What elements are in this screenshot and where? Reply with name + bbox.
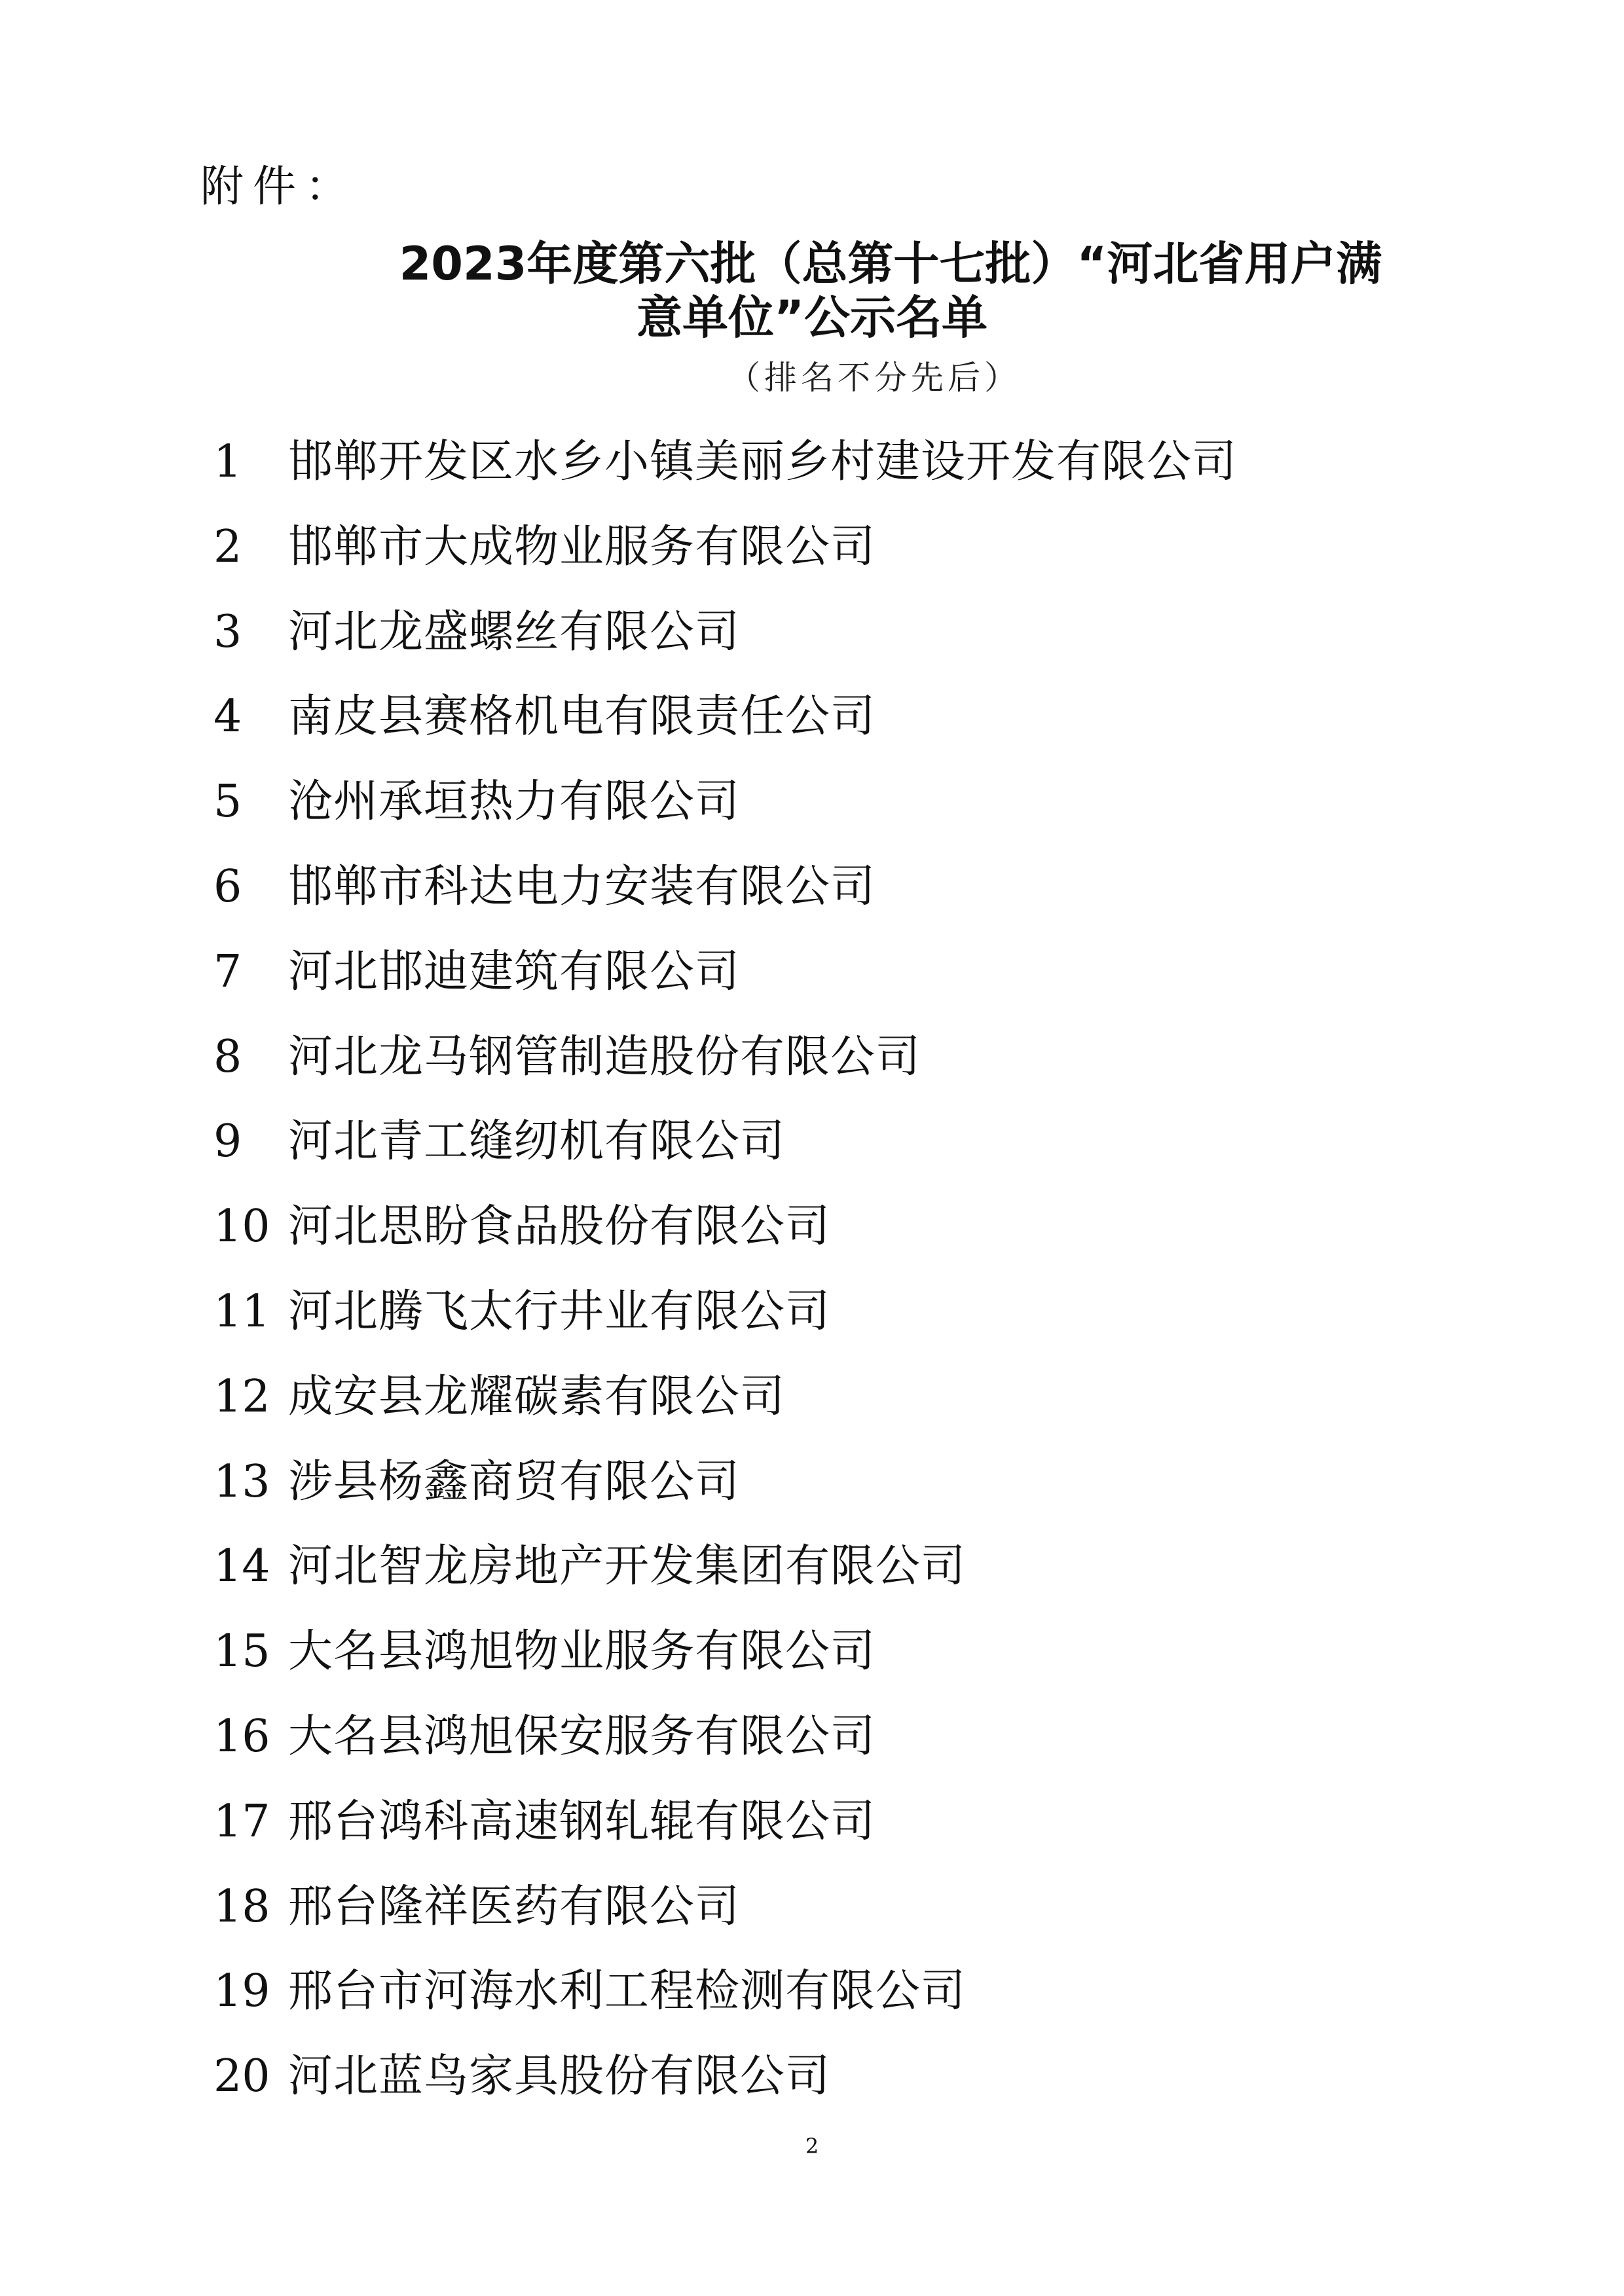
item-number: 4 xyxy=(213,691,242,743)
page-number: 2 xyxy=(805,2134,819,2159)
item-number: 18 xyxy=(213,1880,270,1933)
list-item xyxy=(0,606,1624,695)
item-number: 13 xyxy=(213,1455,270,1508)
company-name: 沧州承垣热力有限公司 xyxy=(288,776,741,828)
list-item xyxy=(0,1965,1624,2054)
company-name: 涉县杨鑫商贸有限公司 xyxy=(288,1455,741,1508)
company-name: 邯郸市科达电力安装有限公司 xyxy=(288,860,876,913)
item-number: 5 xyxy=(213,776,242,828)
list-item xyxy=(0,1880,1624,1970)
item-number: 17 xyxy=(213,1795,270,1848)
item-number: 16 xyxy=(213,1710,270,1762)
company-name: 大名县鸿旭保安服务有限公司 xyxy=(288,1710,876,1762)
company-name: 河北邯迪建筑有限公司 xyxy=(288,945,741,998)
document-title-line-2: 意单位”公示名单 xyxy=(636,291,987,344)
item-number: 12 xyxy=(213,1370,270,1423)
item-number: 7 xyxy=(213,945,242,998)
list-item xyxy=(0,1626,1624,1715)
list-item xyxy=(0,1116,1624,1205)
list-item xyxy=(0,776,1624,865)
item-number: 15 xyxy=(213,1626,270,1678)
list-item xyxy=(0,1201,1624,1290)
document-title-line-1: 2023年度第六批（总第十七批）“河北省用户满 xyxy=(399,237,1382,291)
list-item xyxy=(0,520,1624,610)
list-item xyxy=(0,945,1624,1035)
company-name: 邯郸市大成物业服务有限公司 xyxy=(288,520,876,573)
item-number: 20 xyxy=(213,2050,270,2103)
company-name: 河北龙盛螺丝有限公司 xyxy=(288,606,741,658)
company-name: 河北思盼食品股份有限公司 xyxy=(288,1201,831,1253)
item-number: 10 xyxy=(213,1201,270,1253)
item-number: 3 xyxy=(213,606,242,658)
item-number: 11 xyxy=(213,1285,270,1338)
list-item xyxy=(0,1030,1624,1120)
list-item xyxy=(0,1455,1624,1545)
item-number: 1 xyxy=(213,436,242,488)
company-name: 邢台市河海水利工程检测有限公司 xyxy=(288,1965,967,2018)
list-item xyxy=(0,1540,1624,1630)
list-item xyxy=(0,1710,1624,1800)
item-number: 8 xyxy=(213,1030,242,1083)
list-item xyxy=(0,860,1624,950)
list-item xyxy=(0,1795,1624,1885)
company-name: 邢台鸿科高速钢轧辊有限公司 xyxy=(288,1795,876,1848)
item-number: 2 xyxy=(213,520,242,573)
item-number: 9 xyxy=(213,1116,242,1168)
company-list xyxy=(0,436,1624,2140)
list-item xyxy=(0,691,1624,780)
company-name: 邢台隆祥医药有限公司 xyxy=(288,1880,741,1933)
company-name: 河北智龙房地产开发集团有限公司 xyxy=(288,1540,967,1593)
company-name: 河北蓝鸟家具股份有限公司 xyxy=(288,2050,831,2103)
company-name: 成安县龙耀碳素有限公司 xyxy=(288,1370,786,1423)
ranking-note: （排名不分先后） xyxy=(728,359,1021,397)
list-item xyxy=(0,2050,1624,2140)
company-name: 河北青工缝纫机有限公司 xyxy=(288,1116,786,1168)
item-number: 14 xyxy=(213,1540,270,1593)
company-name: 邯郸开发区水乡小镇美丽乡村建设开发有限公司 xyxy=(288,436,1238,488)
item-number: 6 xyxy=(213,860,242,913)
company-name: 大名县鸿旭物业服务有限公司 xyxy=(288,1626,876,1678)
list-item xyxy=(0,1370,1624,1460)
company-name: 河北腾飞太行井业有限公司 xyxy=(288,1285,831,1338)
list-item xyxy=(0,1285,1624,1375)
company-name: 南皮县赛格机电有限责任公司 xyxy=(288,691,876,743)
item-number: 19 xyxy=(213,1965,270,2018)
attachment-label: 附件： xyxy=(200,161,358,211)
list-item xyxy=(0,436,1624,525)
company-name: 河北龙马钢管制造股份有限公司 xyxy=(288,1030,921,1083)
